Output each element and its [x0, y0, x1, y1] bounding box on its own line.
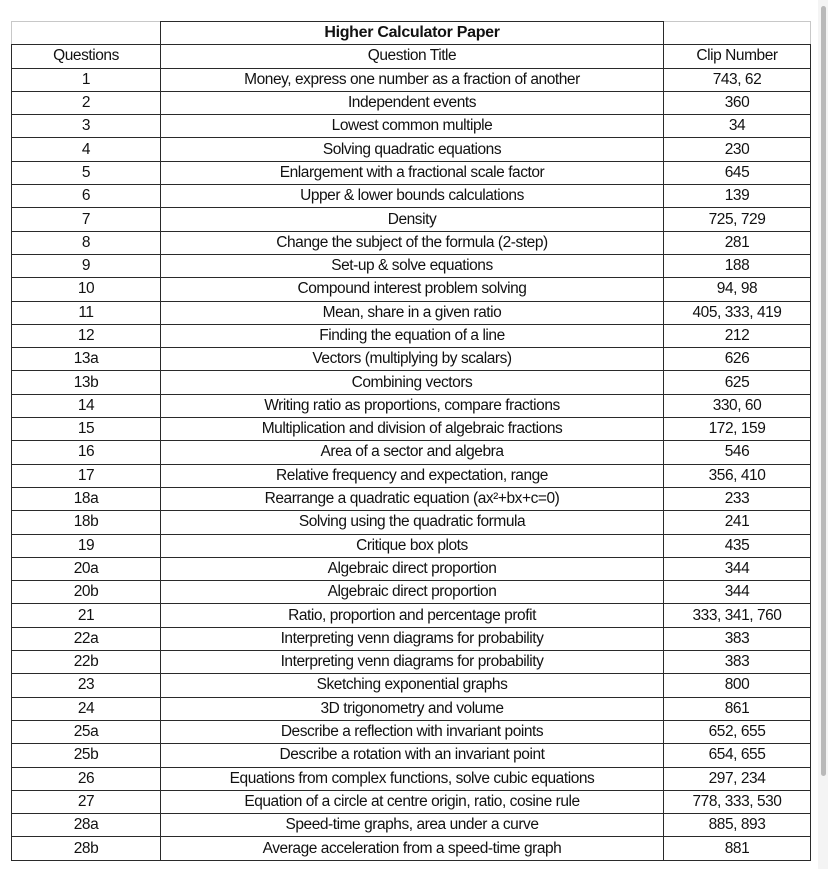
question-title-cell: Algebraic direct proportion — [161, 581, 664, 604]
question-number-cell: 23 — [12, 674, 161, 697]
question-title-cell: Mean, share in a given ratio — [161, 301, 664, 324]
question-title-cell: Equation of a circle at centre origin, ratio, cosine rule — [161, 790, 664, 813]
question-title-cell: Density — [161, 208, 664, 231]
question-number-cell: 26 — [12, 767, 161, 790]
clip-number-cell: 172, 159 — [664, 418, 811, 441]
table-row — [12, 674, 811, 697]
table-row — [12, 91, 811, 114]
question-number-cell: 15 — [12, 418, 161, 441]
question-number-cell: 7 — [12, 208, 161, 231]
table-row — [12, 301, 811, 324]
table-row — [12, 138, 811, 161]
table-row — [12, 418, 811, 441]
clip-number-cell: 881 — [664, 837, 811, 860]
title-blank-left — [12, 22, 161, 45]
table-row — [12, 278, 811, 301]
clip-number-cell: 212 — [664, 324, 811, 347]
question-number-cell: 10 — [12, 278, 161, 301]
table-row — [12, 324, 811, 347]
question-number-cell: 14 — [12, 394, 161, 417]
scrollbar-thumb[interactable] — [821, 6, 826, 776]
question-number-cell: 28a — [12, 814, 161, 837]
clip-number-cell: 383 — [664, 627, 811, 650]
table-row — [12, 348, 811, 371]
table-row — [12, 185, 811, 208]
question-title-cell: Combining vectors — [161, 371, 664, 394]
table-row — [12, 68, 811, 91]
clip-number-cell: 435 — [664, 534, 811, 557]
question-title-cell: Interpreting venn diagrams for probability — [161, 627, 664, 650]
question-number-cell: 11 — [12, 301, 161, 324]
title-blank-right — [664, 22, 811, 45]
clip-number-cell: 139 — [664, 185, 811, 208]
clip-number-cell: 654, 655 — [664, 744, 811, 767]
question-title-cell: Enlargement with a fractional scale factor — [161, 161, 664, 184]
question-title-cell: Critique box plots — [161, 534, 664, 557]
clip-number-cell: 34 — [664, 115, 811, 138]
header-question-title: Question Title — [161, 45, 664, 68]
vertical-scrollbar[interactable] — [818, 0, 828, 869]
paper-table — [11, 21, 811, 861]
question-number-cell: 24 — [12, 697, 161, 720]
question-title-cell: 3D trigonometry and volume — [161, 697, 664, 720]
table-row — [12, 767, 811, 790]
question-title-cell: Area of a sector and algebra — [161, 441, 664, 464]
question-number-cell: 22b — [12, 651, 161, 674]
table-row — [12, 441, 811, 464]
question-number-cell: 9 — [12, 254, 161, 277]
clip-number-cell: 230 — [664, 138, 811, 161]
question-title-cell: Ratio, proportion and percentage profit — [161, 604, 664, 627]
question-number-cell: 18a — [12, 487, 161, 510]
clip-number-cell: 360 — [664, 91, 811, 114]
clip-number-cell: 800 — [664, 674, 811, 697]
clip-number-cell: 778, 333, 530 — [664, 790, 811, 813]
clip-number-cell: 356, 410 — [664, 464, 811, 487]
question-title-cell: Relative frequency and expectation, range — [161, 464, 664, 487]
clip-number-cell: 233 — [664, 487, 811, 510]
table-body — [12, 22, 811, 861]
question-number-cell: 22a — [12, 627, 161, 650]
question-title-cell: Independent events — [161, 91, 664, 114]
clip-number-cell: 652, 655 — [664, 720, 811, 743]
clip-number-cell: 281 — [664, 231, 811, 254]
question-number-cell: 21 — [12, 604, 161, 627]
question-title-cell: Speed-time graphs, area under a curve — [161, 814, 664, 837]
question-title-cell: Upper & lower bounds calculations — [161, 185, 664, 208]
clip-number-cell: 330, 60 — [664, 394, 811, 417]
question-title-cell: Solving quadratic equations — [161, 138, 664, 161]
question-number-cell: 13b — [12, 371, 161, 394]
question-title-cell: Change the subject of the formula (2-step) — [161, 231, 664, 254]
clip-number-cell: 743, 62 — [664, 68, 811, 91]
question-title-cell: Equations from complex functions, solve cubic equations — [161, 767, 664, 790]
question-number-cell: 18b — [12, 511, 161, 534]
clip-number-cell: 188 — [664, 254, 811, 277]
question-title-cell: Interpreting venn diagrams for probability — [161, 651, 664, 674]
question-number-cell: 12 — [12, 324, 161, 347]
question-title-cell: Vectors (multiplying by scalars) — [161, 348, 664, 371]
question-number-cell: 8 — [12, 231, 161, 254]
table-row — [12, 371, 811, 394]
question-number-cell: 4 — [12, 138, 161, 161]
question-number-cell: 16 — [12, 441, 161, 464]
paper-title: Higher Calculator Paper — [161, 22, 664, 45]
question-title-cell: Rearrange a quadratic equation (ax²+bx+c=0) — [161, 487, 664, 510]
clip-number-cell: 861 — [664, 697, 811, 720]
question-number-cell: 3 — [12, 115, 161, 138]
clip-number-cell: 241 — [664, 511, 811, 534]
table-row — [12, 651, 811, 674]
table-row — [12, 208, 811, 231]
clip-number-cell: 885, 893 — [664, 814, 811, 837]
table-row — [12, 394, 811, 417]
title-row — [12, 22, 811, 45]
table-row — [12, 557, 811, 580]
header-questions: Questions — [12, 45, 161, 68]
table-row — [12, 627, 811, 650]
question-title-cell: Sketching exponential graphs — [161, 674, 664, 697]
question-title-cell: Writing ratio as proportions, compare fractions — [161, 394, 664, 417]
question-number-cell: 1 — [12, 68, 161, 91]
header-row — [12, 45, 811, 68]
clip-number-cell: 546 — [664, 441, 811, 464]
question-number-cell: 27 — [12, 790, 161, 813]
table-row — [12, 814, 811, 837]
table-row — [12, 161, 811, 184]
clip-number-cell: 625 — [664, 371, 811, 394]
table-row — [12, 231, 811, 254]
question-number-cell: 2 — [12, 91, 161, 114]
clip-number-cell: 725, 729 — [664, 208, 811, 231]
table-row — [12, 487, 811, 510]
question-number-cell: 20a — [12, 557, 161, 580]
question-number-cell: 13a — [12, 348, 161, 371]
clip-number-cell: 297, 234 — [664, 767, 811, 790]
question-title-cell: Money, express one number as a fraction of another — [161, 68, 664, 91]
clip-number-cell: 383 — [664, 651, 811, 674]
table-row — [12, 720, 811, 743]
question-number-cell: 28b — [12, 837, 161, 860]
question-number-cell: 25b — [12, 744, 161, 767]
table-row — [12, 790, 811, 813]
question-number-cell: 6 — [12, 185, 161, 208]
clip-number-cell: 645 — [664, 161, 811, 184]
table-row — [12, 581, 811, 604]
question-title-cell: Algebraic direct proportion — [161, 557, 664, 580]
question-title-cell: Finding the equation of a line — [161, 324, 664, 347]
table-row — [12, 464, 811, 487]
question-number-cell: 25a — [12, 720, 161, 743]
header-clip-number: Clip Number — [664, 45, 811, 68]
table-row — [12, 254, 811, 277]
clip-number-cell: 333, 341, 760 — [664, 604, 811, 627]
question-title-cell: Set-up & solve equations — [161, 254, 664, 277]
table-row — [12, 534, 811, 557]
question-number-cell: 19 — [12, 534, 161, 557]
question-title-cell: Solving using the quadratic formula — [161, 511, 664, 534]
question-title-cell: Lowest common multiple — [161, 115, 664, 138]
clip-number-cell: 94, 98 — [664, 278, 811, 301]
table-row — [12, 511, 811, 534]
question-number-cell: 20b — [12, 581, 161, 604]
clip-number-cell: 344 — [664, 581, 811, 604]
question-title-cell: Average acceleration from a speed-time graph — [161, 837, 664, 860]
table-row — [12, 604, 811, 627]
question-title-cell: Describe a reflection with invariant points — [161, 720, 664, 743]
question-number-cell: 5 — [12, 161, 161, 184]
question-title-cell: Compound interest problem solving — [161, 278, 664, 301]
table-row — [12, 837, 811, 860]
clip-number-cell: 344 — [664, 557, 811, 580]
table-row — [12, 697, 811, 720]
clip-number-cell: 626 — [664, 348, 811, 371]
table-row — [12, 744, 811, 767]
question-number-cell: 17 — [12, 464, 161, 487]
table-row — [12, 115, 811, 138]
question-title-cell: Describe a rotation with an invariant point — [161, 744, 664, 767]
clip-number-cell: 405, 333, 419 — [664, 301, 811, 324]
question-title-cell: Multiplication and division of algebraic fractions — [161, 418, 664, 441]
